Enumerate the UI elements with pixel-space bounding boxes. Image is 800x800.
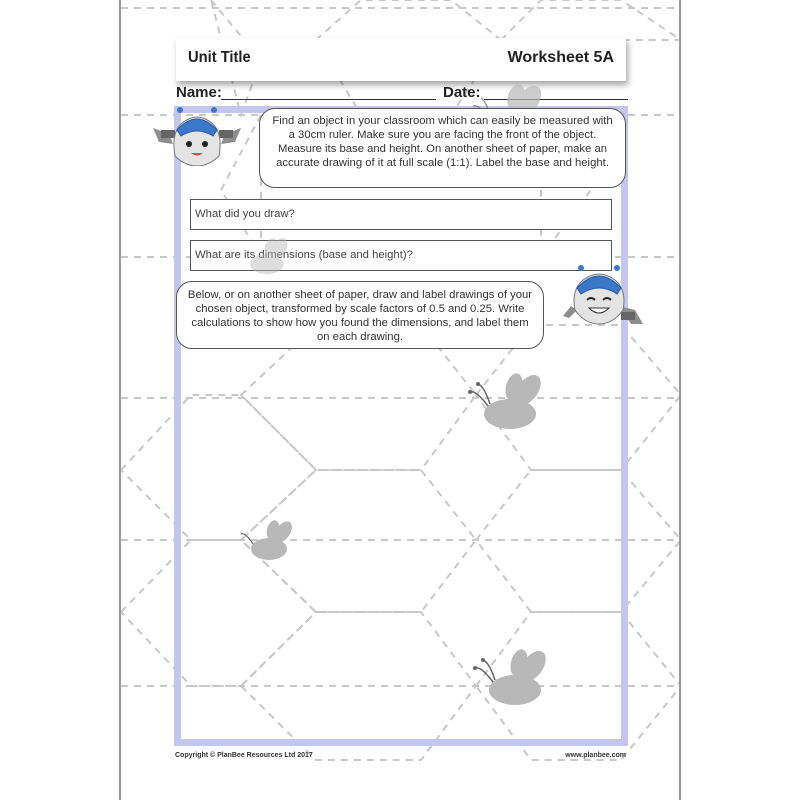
- name-field[interactable]: [221, 99, 436, 100]
- task1-text: Find an object in your classroom which can easily be measured with a 30cm ruler. Make sure you are facing the front of the object. Measure its base and height. On another sheet of paper, make an accurate drawing of it at full scale (1:1). Label the base and height.: [272, 115, 613, 169]
- worksheet-title: Worksheet 5A: [507, 49, 614, 66]
- question-2-text: What are its dimensions (base and height)?: [195, 249, 413, 261]
- date-label: Date:: [443, 84, 481, 101]
- worksheet-page: [119, 0, 681, 800]
- copyright-text: Copyright © PlanBee Resources Ltd 2017: [175, 752, 313, 759]
- name-label: Name:: [176, 84, 222, 101]
- robot-icon: [561, 262, 645, 332]
- bee-icon: [239, 518, 303, 564]
- unit-title: Unit Title: [188, 49, 251, 66]
- robot-icon: [151, 106, 243, 166]
- bee-icon: [239, 236, 299, 278]
- website-link[interactable]: www.planbee.com: [565, 752, 626, 759]
- bee-icon: [471, 646, 561, 710]
- header-box: [176, 38, 626, 81]
- instruction-bubble-1: [259, 108, 626, 188]
- instruction-bubble-2: [176, 281, 544, 349]
- question-1-text: What did you draw?: [195, 208, 295, 220]
- bee-icon: [466, 370, 556, 434]
- question-what-did-you-draw[interactable]: [190, 199, 612, 230]
- task2-text: Below, or on another sheet of paper, draw and label drawings of your chosen object, transformed by scale factors of 0.5 and 0.25. Write calculations to show how you found the dimensions, and label them on each drawing.: [187, 289, 533, 343]
